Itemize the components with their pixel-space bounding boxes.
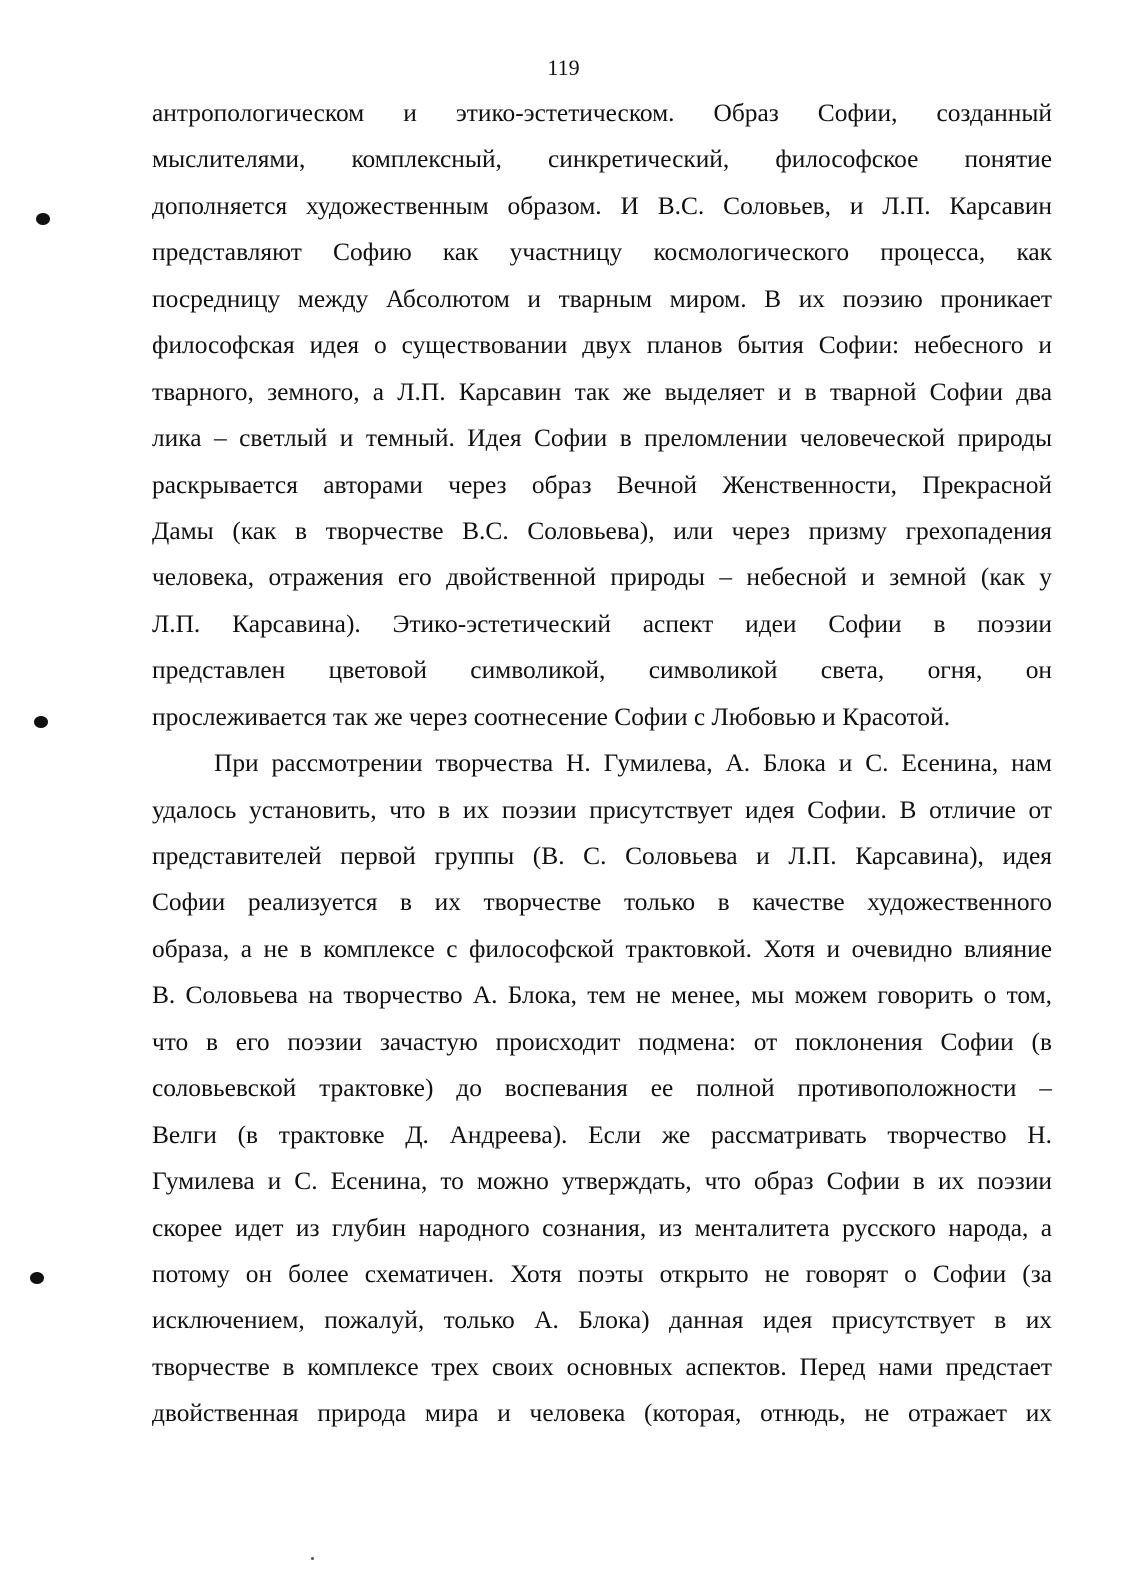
text-line: двойственная природа мира и человека (которая, отнюдь, не отражает их: [152, 1399, 1052, 1428]
text-line: Гумилева и С. Есенина, то можно утверждать, что образ Софии в их поэзии: [152, 1167, 1052, 1196]
punch-hole-mark: [34, 716, 48, 728]
text-line: посредницу между Абсолютом и тварным миром. В их поэзию проникает: [152, 284, 1052, 313]
text-line: антропологическом и этико-эстетическом. Образ Софии, созданный: [152, 99, 1052, 127]
text-line: что в его поэзии зачастую происходит подмена: от поклонения Софии (в: [152, 1027, 1052, 1056]
text-line: В. Соловьева на творчество А. Блока, тем не менее, мы можем говорить о том,: [152, 981, 1052, 1010]
text-line: Дамы (как в творчестве В.С. Соловьева), или через призму грехопадения: [152, 516, 1052, 545]
text-line: исключением, пожалуй, только А. Блока) данная идея присутствует в их: [152, 1306, 1052, 1335]
page-number: 119: [547, 55, 580, 80]
text-line: Л.П. Карсавина). Этико-эстетический аспект идеи Софии в поэзии: [152, 609, 1052, 638]
punch-hole-mark: [36, 213, 50, 225]
body-text: [152, 90, 1052, 1437]
text-line: дополняется художественным образом. И В.С. Соловьев, и Л.П. Карсавин: [152, 191, 1052, 220]
text-line: потому он более схематичен. Хотя поэты открыто не говорят о Софии (за: [152, 1259, 1052, 1288]
text-line: прослеживается так же через соотнесение Софии с Любовью и Красотой.: [152, 702, 951, 731]
text-line: представляют Софию как участницу космологического процесса, как: [152, 238, 1052, 267]
punch-hole-mark: [30, 1272, 44, 1284]
text-line: представлен цветовой символикой, символикой света, огня, он: [152, 656, 1052, 685]
text-line: раскрывается авторами через образ Вечной Женственности, Прекрасной: [152, 470, 1052, 499]
text-line: мыслителями, комплексный, синкретический, философское понятие: [152, 145, 1052, 174]
text-line: Велги (в трактовке Д. Андреева). Если же рассматривать творчество Н.: [152, 1120, 1052, 1149]
scan-speck: [311, 1557, 314, 1560]
text-line: соловьевской трактовке) до воспевания ее полной противоположности –: [152, 1074, 1052, 1103]
text-line: тварного, земного, а Л.П. Карсавин так же выделяет и в тварной Софии два: [152, 377, 1052, 406]
text-line: Софии реализуется в их творчестве только в качестве художественного: [152, 888, 1052, 917]
text-line: человека, отражения его двойственной природы – небесной и земной (как у: [152, 563, 1052, 592]
text-line: удалось установить, что в их поэзии присутствует идея Софии. В отличие от: [152, 795, 1052, 824]
text-line: лика – светлый и темный. Идея Софии в преломлении человеческой природы: [152, 424, 1052, 453]
text-line: представителей первой группы (В. С. Соловьева и Л.П. Карсавина), идея: [152, 842, 1052, 870]
text-line: творчестве в комплексе трех своих основных аспектов. Перед нами предстает: [152, 1352, 1052, 1381]
text-line: скорее идет из глубин народного сознания, из менталитета русского народа, а: [152, 1213, 1052, 1242]
text-line: образа, а не в комплексе с философской трактовкой. Хотя и очевидно влияние: [152, 934, 1052, 963]
text-line: философская идея о существовании двух планов бытия Софии: небесного и: [152, 331, 1052, 360]
paragraph-first-line: При рассмотрении творчества Н. Гумилева, А. Блока и С. Есенина, нам: [214, 749, 1052, 778]
